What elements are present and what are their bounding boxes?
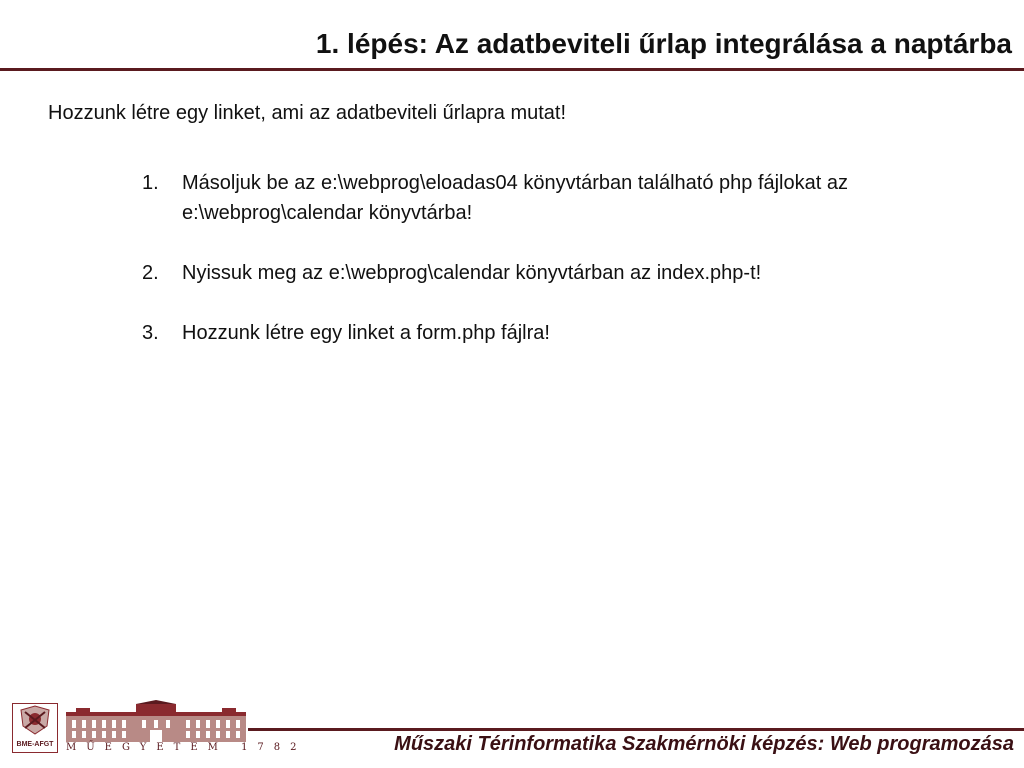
title-divider (0, 68, 1024, 71)
muegyetem-building-icon (66, 700, 246, 742)
bme-afgt-logo (12, 703, 58, 753)
list-item (142, 168, 862, 228)
step-number: 3. (142, 322, 159, 344)
step-text: Hozzunk létre egy linket a form.php fájlra! (182, 322, 550, 344)
step-text: Nyissuk meg az e:\webprog\calendar könyvtárban az index.php-t! (182, 262, 762, 284)
intro-text: Hozzunk létre egy linket, ami az adatbeviteli űrlapra mutat! (48, 102, 567, 124)
course-title: Műszaki Térinformatika Szakmérnöki képzés: Web programozása (394, 733, 1014, 755)
slide-title: 1. lépés: Az adatbeviteli űrlap integrálása a naptárba (315, 28, 1012, 59)
steps-list (142, 168, 862, 378)
step-number: 1. (142, 172, 159, 194)
logo-text: BME-AFGT (16, 741, 54, 748)
list-item (142, 318, 862, 348)
crest-icon (13, 704, 57, 740)
building-caption: MŰEGYETEM 1782 (66, 742, 307, 753)
step-number: 2. (142, 262, 159, 284)
footer-divider (248, 728, 1024, 731)
step-text: Másoljuk be az e:\webprog\eloadas04 könyvtárban található php fájlokat az e:\webprog\calendar könyvtárba! (182, 172, 848, 224)
list-item (142, 258, 862, 288)
